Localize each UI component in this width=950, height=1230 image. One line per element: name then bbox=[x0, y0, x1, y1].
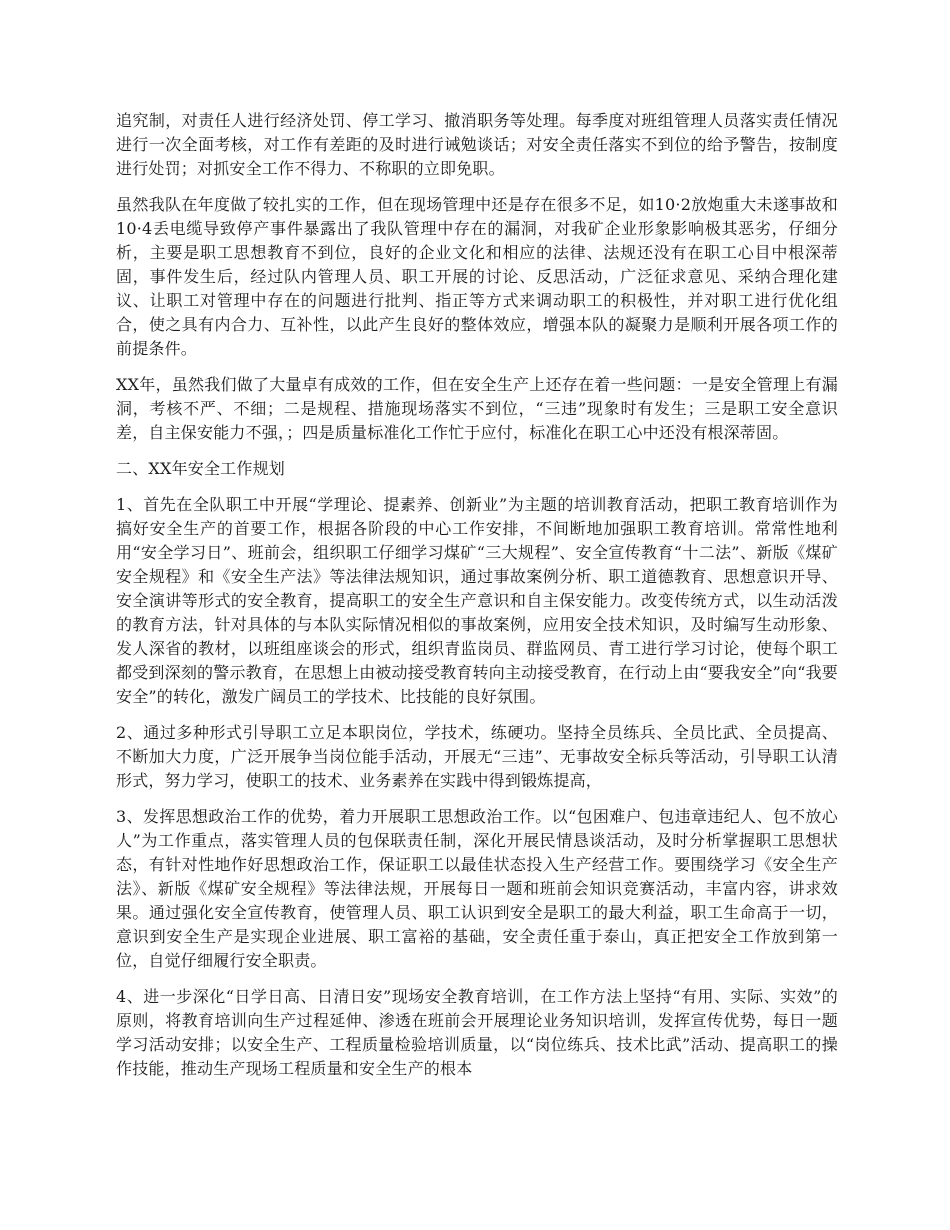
paragraph-shortcomings: 虽然我队在年度做了较扎实的工作，但在现场管理中还是存在很多不足，如10·2放炮重大未遂事故和10·4丢电缆导致停产事件暴露出了我队管理中存在的漏洞，对我矿企业形象影响极其恶劣，仔细分析，主要是职工思想教育不到位，良好的企业文化和相应的法律、法规还没有在职工心目中根深蒂固，事件发生后，经过队内管理人员、职工开展的讨论、反思活动，广泛征求意见、采纳合理化建议、让职工对管理中存在的问题进行批判、指正等方式来调动职工的积极性，并对职工进行优化组合，使之具有内合力、互补性，以此产生良好的整体效应，增强本队的凝聚力是顺利开展各项工作的前提条件。 bbox=[116, 195, 838, 358]
paragraph-problems: XX年，虽然我们做了大量卓有成效的工作，但在安全生产上还存在着一些问题：一是安全管理上有漏洞，考核不严、不细；二是规程、措施现场落实不到位，“三违”现象时有发生；三是职工安全意识差，自主保安能力不强，；四是质量标准化工作忙于应付，标准化在职工心中还没有根深蒂固。 bbox=[116, 375, 838, 442]
paragraph-plan-item-3: 3、发挥思想政治工作的优势，着力开展职工思想政治工作。以“包困难户、包违章违纪人、包不放心人”为工作重点，落实管理人员的包保联责任制，深化开展民情恳谈活动，及时分析掌握职工思想状态，有针对性地作好思想政治工作，保证职工以最佳状态投入生产经营工作。要围绕学习《安全生产法》、新版《煤矿安全规程》等法律法规，开展每日一题和班前会知识竞赛活动，丰富内容，讲求效果。通过强化安全宣传教育，使管理人员、职工认识到安全是职工的最大利益，职工生命高于一切，意识到安全生产是实现企业进展、职工富裕的基础，安全责任重于泰山，真正把安全工作放到第一位，自觉仔细履行安全职责。 bbox=[116, 807, 838, 970]
paragraph-plan-item-4: 4、进一步深化“日学日高、日清日安”现场安全教育培训，在工作方法上坚持“有用、实际、实效”的原则，将教育培训向生产过程延伸、渗透在班前会开展理论业务知识培训，发挥宣传优势，每日一题学习活动安排；以安全生产、工程质量检验培训质量，以“岗位练兵、技术比武”活动、提高职工的操作技能，推动生产现场工程质量和安全生产的根本 bbox=[116, 987, 838, 1078]
document-body bbox=[116, 109, 838, 1093]
paragraph-accountability: 追究制，对责任人进行经济处罚、停工学习、撤消职务等处理。每季度对班组管理人员落实责任情况进行一次全面考核，对工作有差距的及时进行诫勉谈话；对安全责任落实不到位的给予警告，按制度进行处罚；对抓安全工作不得力、不称职的立即免职。 bbox=[116, 111, 838, 178]
paragraph-plan-item-1: 1、首先在全队职工中开展“学理论、提素养、创新业”为主题的培训教育活动，把职工教育培训作为搞好安全生产的首要工作，根据各阶段的中心工作安排，不间断地加强职工教育培训。常常性地利用“安全学习日”、班前会，组织职工仔细学习煤矿“三大规程”、安全宣传教育“十二法”、新版《煤矿安全规程》和《安全生产法》等法律法规知识，通过事故案例分析、职工道德教育、思想意识开导、安全演讲等形式的安全教育，提高职工的安全生产意识和自主保安能力。改变传统方式，以生动活泼的教育方法，针对具体的与本队实际情况相似的事故案例，应用安全技术知识，及时编写生动形象、发人深省的教材，以班组座谈会的形式，组织青监岗员、群监网员、青工进行学习讨论，使每个职工都受到深刻的警示教育，在思想上由被动接受教育转向主动接受教育，在行动上由“要我安全”向“我要安全”的转化，激发广阔员工的学技术、比技能的良好氛围。 bbox=[116, 495, 838, 706]
section-heading-plan: 二、XX年安全工作规划 bbox=[116, 459, 285, 478]
paragraph-plan-item-2: 2、通过多种形式引导职工立足本职岗位，学技术，练硬功。坚持全员练兵、全员比武、全员提高、不断加大力度，广泛开展争当岗位能手活动，开展无“三违”、无事故安全标兵等活动，引导职工认清形式，努力学习，使职工的技术、业务素养在实践中得到锻炼提高， bbox=[116, 723, 838, 790]
